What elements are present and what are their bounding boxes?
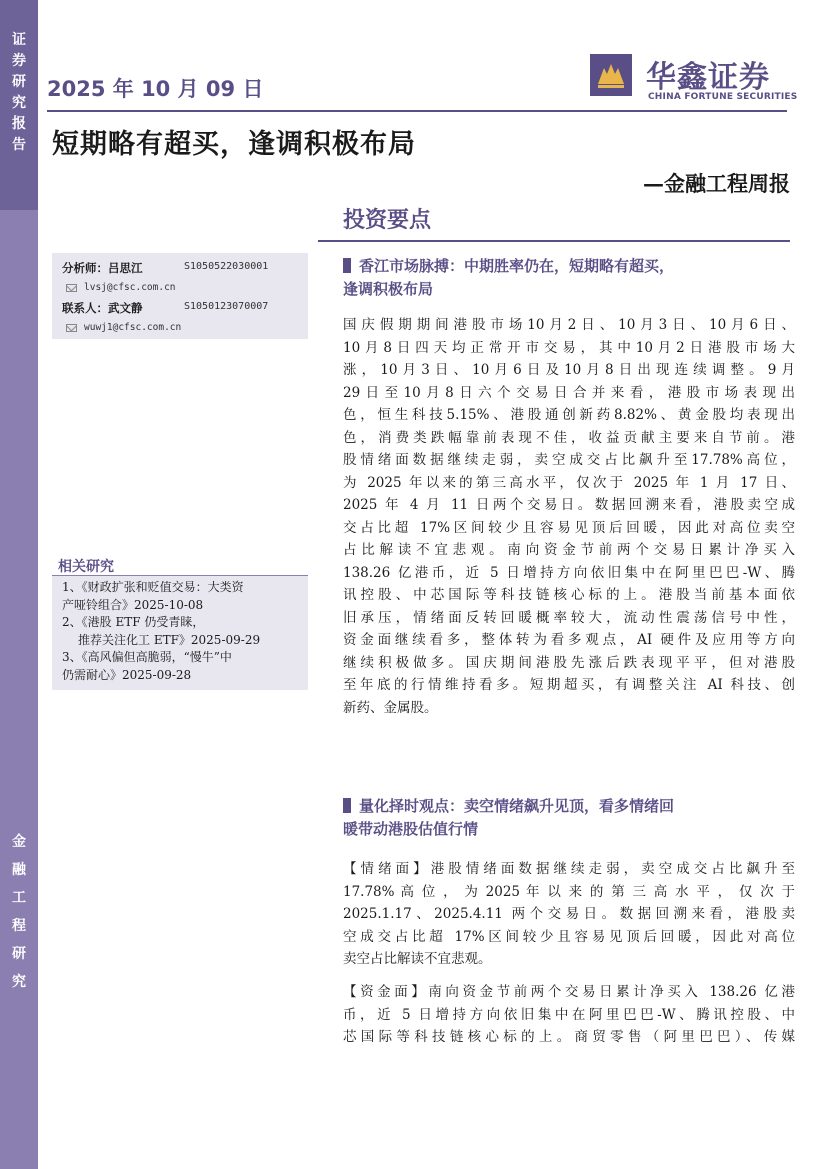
logo-english-name: CHINA FORTUNE SECURITIES [648,92,798,102]
company-logo [590,52,798,106]
related-item[interactable]: 3、《高风偏但高脆弱，“慢牛”中 [62,650,232,664]
report-date: 2025 年 10 月 09 日 [47,77,264,101]
related-research-list [52,576,308,690]
analyst-box [52,253,308,339]
section-heading: 投资要点 [343,207,432,233]
mail-icon [66,284,77,292]
analyst-name: 分析师：吕思江 [62,261,143,275]
contact-cert-code: S1050123070007 [184,301,269,312]
capital-flow-paragraph: 【资金面】南向资金节前两个交易日累计净买入 138.26 亿港 币，近 5 日增持方向依旧集中在阿里巴巴-W、腾讯控股、中 芯国际等科技链核心标的上。商贸零售（阿里巴巴）、传媒 [343,984,795,1045]
analyst-cert-code: S1050522030001 [184,261,269,272]
analyst-row [60,258,300,278]
report-subtitle: —金融工程周报 [643,171,790,196]
section-divider [318,240,790,242]
contact-row [60,298,300,318]
contact-email[interactable]: wuwj1@cfsc.com.cn [84,322,182,333]
logo-chinese-name: 华鑫证券 [646,60,770,95]
mail-icon [66,324,77,332]
contact-email-row [60,318,300,338]
related-item[interactable]: 仍需耐心》2025-09-28 [62,667,192,682]
analyst-email[interactable]: lvsj@cfsc.com.cn [84,282,176,293]
report-title: 短期略有超买，逢调积极布局 [52,129,416,160]
side-label-report: 证 券 研 究 报 告 [12,32,26,153]
related-item[interactable]: 推荐关注化工 ETF》2025-09-29 [78,632,261,647]
contact-name: 联系人：武文静 [62,301,143,315]
related-research-title: 相关研究 [58,559,114,575]
analyst-email-row [60,278,300,298]
related-item[interactable]: 产哑铃组合》2025-10-08 [62,597,204,612]
sentiment-paragraph: 【情绪面】港股情绪面数据继续走弱，卖空成交占比飙升至 17.78% 高 位 ， 为 2025 年 以 来 的 第 三 高 水 平 ， 仅 次 于 2025.1.17、2025.4.11 两个交易日。数据回溯来看，港股卖 空成交占比超 17%区间较少且容易见顶后回暖，因此对高位 卖空占比解读不宜悲观。 [343,861,795,967]
market-pulse-paragraph: 国庆假期期间港股市场10月2日、10月3日、10月6日、 10月8日四天均正常开市交易，其中10月2日港股市场大 涨，10月3日、10月6日及10月8日出现连续调整。9月 29日至10月8日六个交易日合并来看，港股市场表现出 色，恒生科技5.15%、港股通创新药8.82%、黄金股均表现出 色，消费类跌幅靠前表现不佳，收益贡献主要来自节前。港 股情绪面数据继续走弱，卖空成交占比飙升至17.78%高位， 为 2025 年以来的第三高水平，仅次于 2025 年 1 月 17 日、 2025 年 4 月 11 日两个交易日。数据回溯来看，港股卖空成 交占比超 17%区间较少且容易见顶后回暖，因此对高位卖空 占比解读不宜悲观。南向资金节前两个交易日累计净买入 138.26 亿港币，近 5 日增持方向依旧集中在阿里巴巴-W、腾 讯控股、中芯国际等科技链核心标的上。港股当前基本面依 旧承压，情绪面反转回暖概率较大，流动性震荡信号中性， 资金面继续看多，整体转为看多观点，AI 硬件及应用等方向 继续积极做多。国庆期间港股先涨后跌表现平平，但对港股 至年底的行情维持看多。短期超买，有调整关注 AI 科技、创 新药、金属股。 [343,317,795,716]
related-item[interactable]: 2、《港股 ETF 仍受青睐， [62,615,205,629]
bullet-square-icon [343,798,351,813]
side-label-research: 金 融 工 程 研 究 [12,834,26,990]
logo-mark-icon [590,54,632,96]
bullet-heading-timing-view: 量化择时观点：卖空情绪飙升见顶，看多情绪回 暖带动港股估值行情 [343,797,675,838]
bullet-heading-market-pulse: 香江市场脉搏：中期胜率仍在，短期略有超买， 逢调积极布局 [343,257,675,298]
related-item[interactable]: 1、《财政扩张和贬值交易：大类资 [62,580,244,594]
bullet-square-icon [343,258,351,273]
header-divider [47,110,787,112]
